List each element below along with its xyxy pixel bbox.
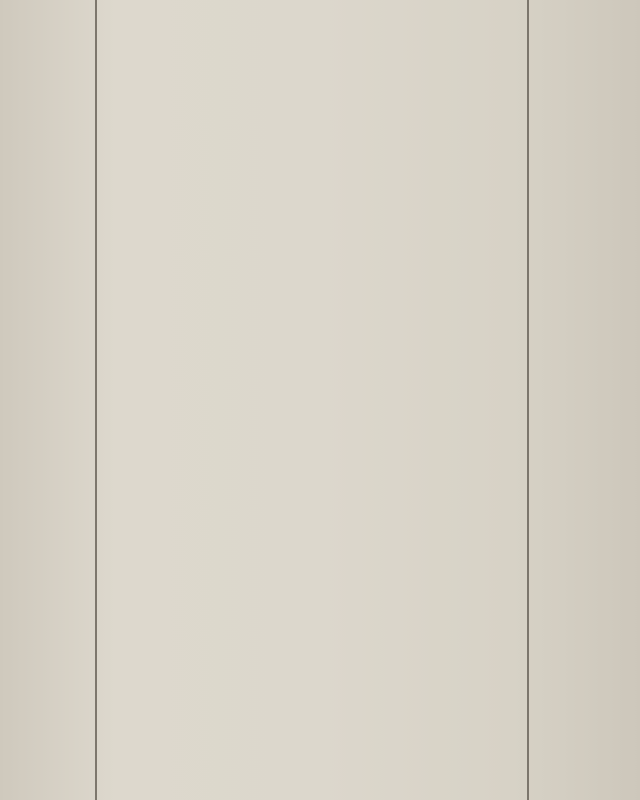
column-rule-left [95, 0, 97, 800]
column-rule-right [527, 0, 529, 800]
